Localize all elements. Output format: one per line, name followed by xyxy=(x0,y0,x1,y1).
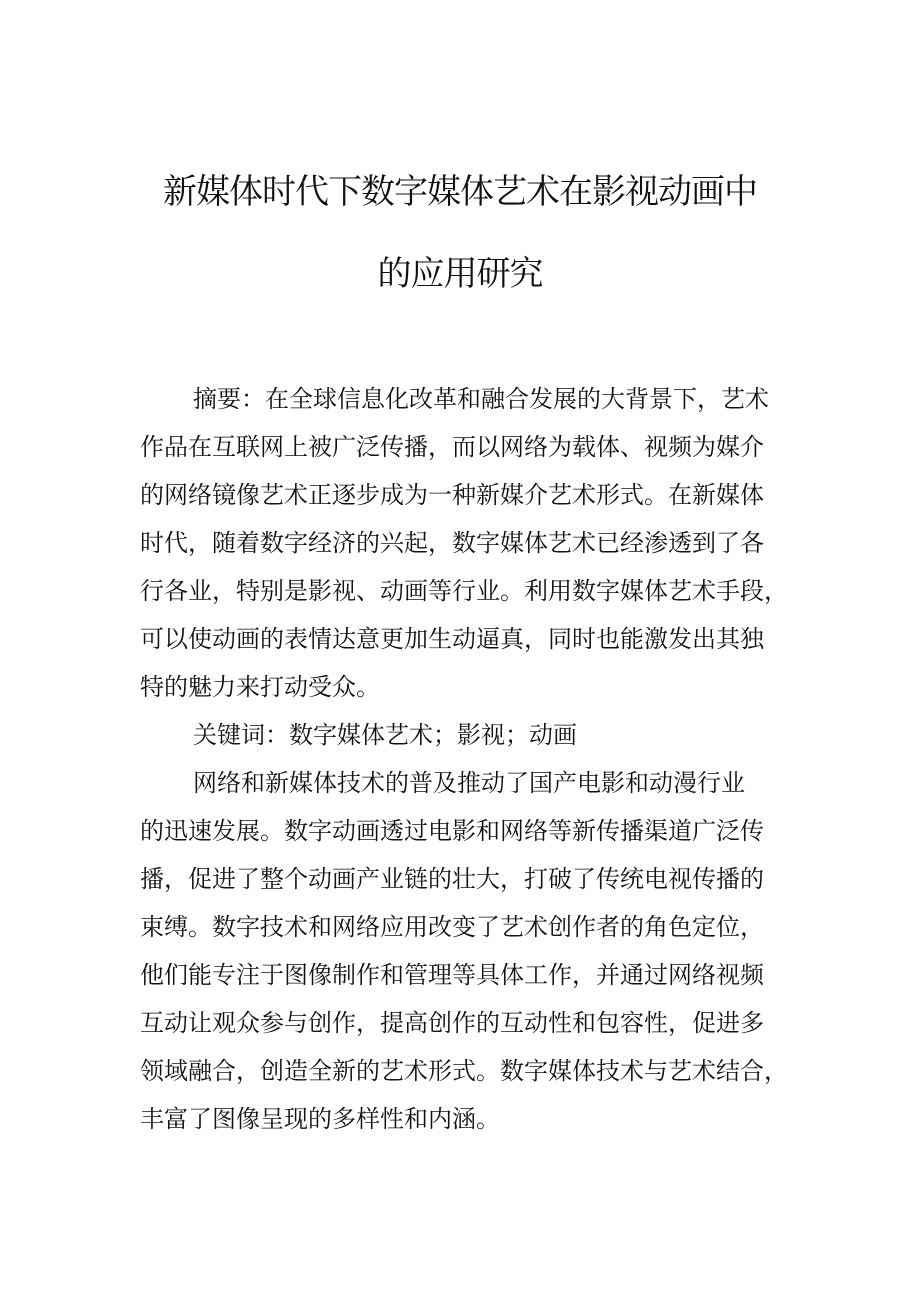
paragraph-line: 他们能专注于图像制作和管理等具体工作，并通过网络视频 xyxy=(140,961,764,989)
paragraph-line: 播，促进了整个动画产业链的壮大，打破了传统电视传播的 xyxy=(140,865,764,893)
abstract-line: 特的魅力来打动受众。 xyxy=(140,673,380,701)
abstract-line: 的网络镜像艺术正逐步成为一种新媒介艺术形式。在新媒体 xyxy=(140,481,764,509)
abstract-line: 作品在互联网上被广泛传播，而以网络为载体、视频为媒介 xyxy=(140,433,764,461)
paragraph-line: 丰富了图像呈现的多样性和内涵。 xyxy=(140,1105,500,1133)
abstract-line: 可以使动画的表情达意更加生动逼真，同时也能激发出其独 xyxy=(140,625,764,653)
title-line-1: 新媒体时代下数字媒体艺术在影视动画中 xyxy=(163,172,757,212)
paragraph-line: 互动让观众参与创作，提高创作的互动性和包容性，促进多 xyxy=(140,1009,764,1037)
paragraph-line: 网络和新媒体技术的普及推动了国产电影和动漫行业 xyxy=(193,769,745,797)
abstract-line: 行各业，特别是影视、动画等行业。利用数字媒体艺术手段， xyxy=(140,577,788,605)
keywords-line: 关键词：数字媒体艺术；影视；动画 xyxy=(193,721,577,749)
paragraph-line: 束缚。数字技术和网络应用改变了艺术创作者的角色定位， xyxy=(140,913,764,941)
title-line-2: 的应用研究 xyxy=(377,254,543,294)
abstract-line: 摘要：在全球信息化改革和融合发展的大背景下，艺术 xyxy=(193,385,769,413)
paragraph-line: 领域融合，创造全新的艺术形式。数字媒体技术与艺术结合， xyxy=(140,1057,788,1085)
abstract-line: 时代，随着数字经济的兴起，数字媒体艺术已经渗透到了各 xyxy=(140,529,764,557)
paragraph-line: 的迅速发展。数字动画透过电影和网络等新传播渠道广泛传 xyxy=(140,817,764,845)
